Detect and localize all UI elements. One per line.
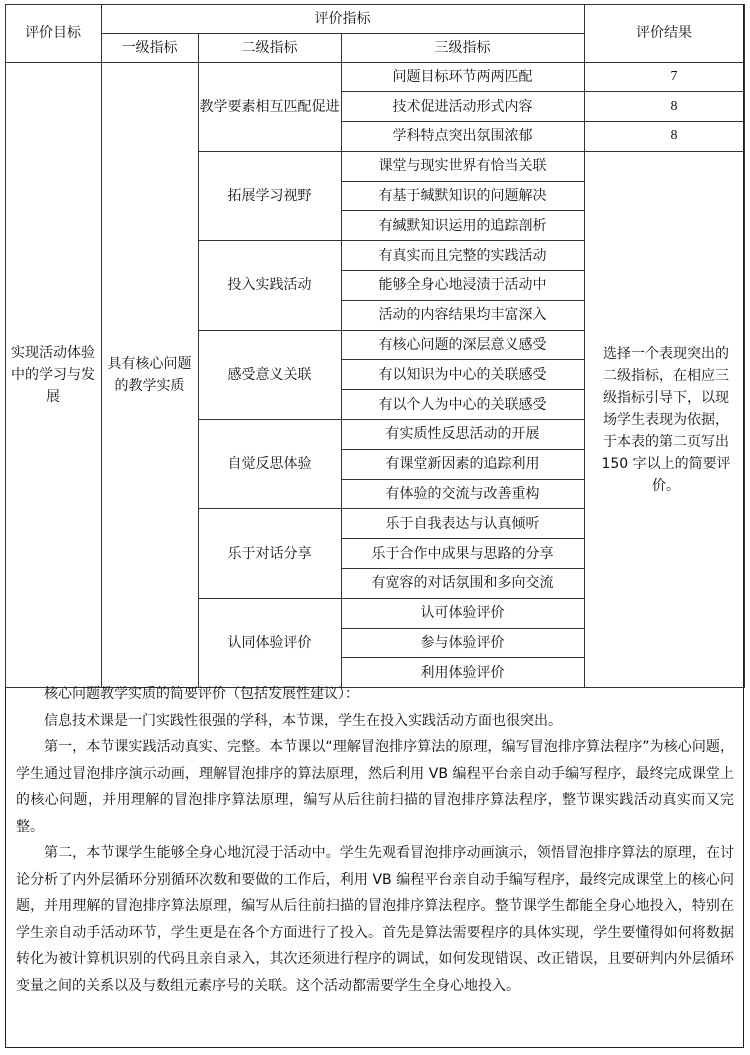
level3-cell: 有缄默知识运用的追踪剖析 xyxy=(341,211,584,241)
level3-cell: 乐于自我表达与认真倾听 xyxy=(341,509,584,539)
level3-cell: 有实质性反思活动的开展 xyxy=(341,420,584,450)
level3-cell: 学科特点突出氛围浓郁 xyxy=(341,122,584,152)
level1-cell: 具有核心问题的教学实质 xyxy=(101,62,198,688)
level3-cell: 有基于缄默知识的问题解决 xyxy=(341,181,584,211)
level3-cell: 技术促进活动形式内容 xyxy=(341,92,584,122)
header-target: 评价目标 xyxy=(5,4,101,62)
level2-cell: 感受意义关联 xyxy=(198,330,341,419)
level3-cell: 能够全身心地浸渍于活动中 xyxy=(341,271,584,301)
header-indicators: 评价指标 xyxy=(101,4,584,33)
level2-cell: 自觉反思体验 xyxy=(198,420,341,509)
instruction-cell: 选择一个表现突出的二级指标，在相应三级指标引导下，以现场学生表现为依据，于本表的第二页写出 150 字以上的简要评价。 xyxy=(584,151,744,687)
score-cell: 8 xyxy=(584,92,744,122)
level3-cell: 有课堂新因素的追踪利用 xyxy=(341,449,584,479)
level3-cell: 有核心问题的深层意义感受 xyxy=(341,330,584,360)
comment-paragraph-2: 第一，本节课实践活动真实、完整。本节课以“理解冒泡排序算法的原理，编写冒泡排序算法程序”为核心问题，学生通过冒泡排序演示动画，理解冒泡排序的算法原理，然后利用 VB 编程平台亲自动手编写程序，最终完成课堂上的核心问题，并用理解的冒泡排序算法原理，编写从后往前扫描的冒泡排序算法程序，整节课实践活动真实而又完整。 xyxy=(16,739,734,835)
comment-paragraph-1: 信息技术课是一门实践性很强的学科，本节课，学生在投入实践活动方面也很突出。 xyxy=(44,712,562,729)
evaluation-table xyxy=(5,4,745,689)
level3-cell: 参与体验评价 xyxy=(341,628,584,658)
level3-cell: 有以个人为中心的关联感受 xyxy=(341,390,584,420)
level2-cell: 乐于对话分享 xyxy=(198,509,341,598)
level3-cell: 有以知识为中心的关联感受 xyxy=(341,360,584,390)
level3-cell: 活动的内容结果均丰富深入 xyxy=(341,300,584,330)
level2-cell: 投入实践活动 xyxy=(198,241,341,330)
level2-cell: 教学要素相互匹配促进 xyxy=(198,62,341,151)
table-row xyxy=(5,62,744,92)
level2-cell: 认同体验评价 xyxy=(198,598,341,687)
score-cell: 8 xyxy=(584,122,744,152)
level3-cell: 课堂与现实世界有恰当关联 xyxy=(341,151,584,181)
level3-cell: 认可体验评价 xyxy=(341,598,584,628)
header-level1: 一级指标 xyxy=(101,33,198,62)
comment-title: 核心问题教学实质的简要评价（包括发展性建议）： xyxy=(44,686,359,702)
comment-section xyxy=(6,681,742,999)
target-cell: 实现活动体验中的学习与发展 xyxy=(5,62,101,688)
level3-cell: 有体验的交流与改善重构 xyxy=(341,479,584,509)
header-result: 评价结果 xyxy=(584,4,744,62)
level3-cell: 利用体验评价 xyxy=(341,658,584,688)
header-level3: 三级指标 xyxy=(341,33,584,62)
level2-cell: 拓展学习视野 xyxy=(198,151,341,240)
header-level2: 二级指标 xyxy=(198,33,341,62)
level3-cell: 问题目标环节两两匹配 xyxy=(341,62,584,92)
level3-cell: 有真实而且完整的实践活动 xyxy=(341,241,584,271)
level3-cell: 有宽容的对话氛围和多向交流 xyxy=(341,569,584,599)
score-cell: 7 xyxy=(584,62,744,92)
level3-cell: 乐于合作中成果与思路的分享 xyxy=(341,539,584,569)
evaluation-form xyxy=(5,4,744,1048)
comment-paragraph-3: 第二，本节课学生能够全身心地沉浸于活动中。学生先观看冒泡排序动画演示，领悟冒泡排序算法的原理，在讨论分析了内外层循环分别循环次数和要做的工作后，利用 VB 编程平台亲自动手编写程序，最终完成课堂上的核心问题，并用理解的冒泡排序算法原理，编写从后往前扫描的冒泡排序算法程序。整节课学生都能全身心地投入，特别在学生亲自动手活动环节，学生更是在各个方面进行了投入。首先是算法需要程序的具体实现，学生要懂得如何将数据转化为被计算机识别的代码且亲自录入，其次还须进行程序的调试，如何发现错误、改正错误，且要研判内外层循环变量之间的关系以及与数组元素序号的关联。这个活动都需要学生全身心地投入。 xyxy=(16,845,734,994)
